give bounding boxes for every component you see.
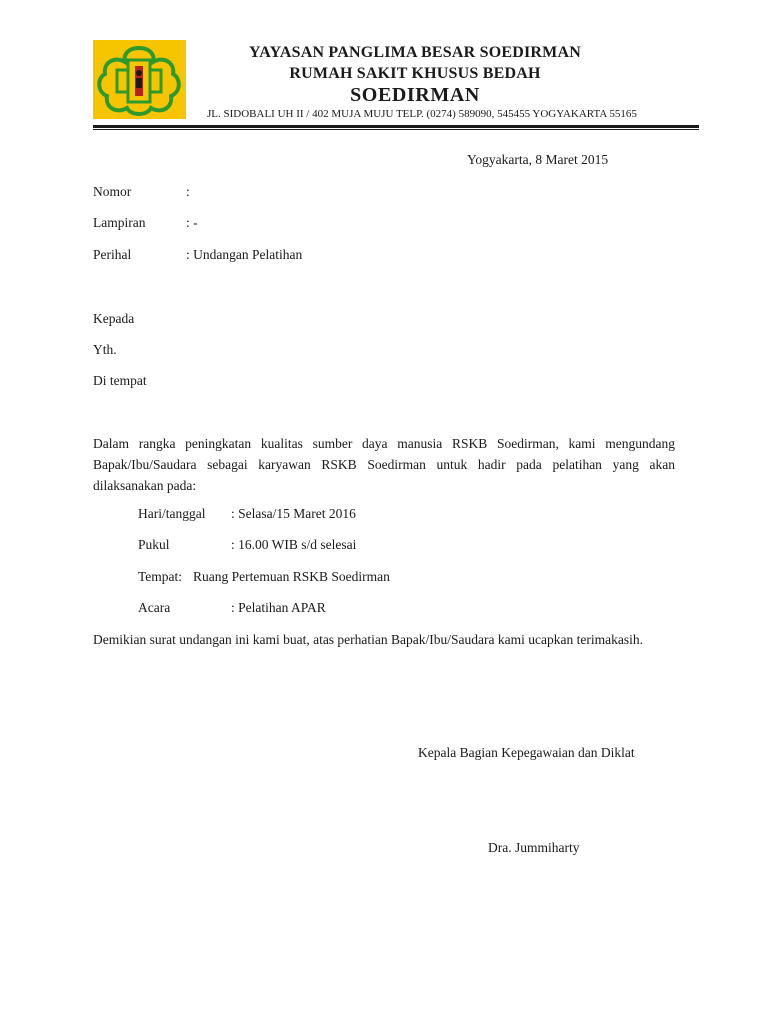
header-rule-thin xyxy=(93,129,699,130)
detail-value-place: Ruang Pertemuan RSKB Soedirman xyxy=(193,569,390,584)
recipient-honorific: Yth. xyxy=(93,342,117,357)
detail-label-event: Acara xyxy=(138,600,171,615)
detail-value-date: : Selasa/15 Maret 2016 xyxy=(231,506,356,521)
signatory-name: Dra. Jummiharty xyxy=(488,840,580,855)
hospital-address: JL. SIDOBALI UH II / 402 MUJA MUJU TELP. (0274) 589090, 545455 YOGYAKARTA 55165 xyxy=(207,108,637,120)
detail-label-date: Hari/tanggal xyxy=(138,506,206,521)
foundation-name: YAYASAN PANGLIMA BESAR SOEDIRMAN xyxy=(249,44,581,61)
meta-value-number: : xyxy=(186,184,190,199)
signatory-position: Kepala Bagian Kepegawaian dan Diklat xyxy=(418,745,635,760)
hospital-logo-icon xyxy=(93,40,186,119)
detail-value-time: : 16.00 WIB s/d selesai xyxy=(231,537,357,552)
body-paragraph-closing: Demikian surat undangan ini kami buat, atas perhatian Bapak/Ibu/Saudara kami ucapkan terimakasih. xyxy=(93,632,643,647)
meta-value-subject: : Undangan Pelatihan xyxy=(186,247,303,262)
hospital-name: SOEDIRMAN xyxy=(350,84,480,106)
recipient-place: Di tempat xyxy=(93,373,147,388)
meta-label-subject: Perihal xyxy=(93,247,132,262)
hospital-type: RUMAH SAKIT KHUSUS BEDAH xyxy=(289,65,541,82)
meta-label-number: Nomor xyxy=(93,184,132,199)
hospital-logo xyxy=(93,40,186,119)
header-rule xyxy=(93,125,699,128)
detail-label-time: Pukul xyxy=(138,537,170,552)
recipient-to: Kepada xyxy=(93,311,135,326)
detail-value-event: : Pelatihan APAR xyxy=(231,600,326,615)
letter-date: Yogyakarta, 8 Maret 2015 xyxy=(467,152,609,167)
detail-label-place: Tempat: xyxy=(138,569,183,584)
meta-label-attachment: Lampiran xyxy=(93,215,146,230)
meta-value-attachment: : - xyxy=(186,215,198,230)
body-paragraph-intro: Dalam rangka peningkatan kualitas sumber daya manusia RSKB Soedirman, kami mengundang Bapak/Ibu/Saudara sebagai karyawan RSKB Soedirman untuk hadir pada pelatihan yang akan dilaksanakan pada: xyxy=(93,436,675,493)
